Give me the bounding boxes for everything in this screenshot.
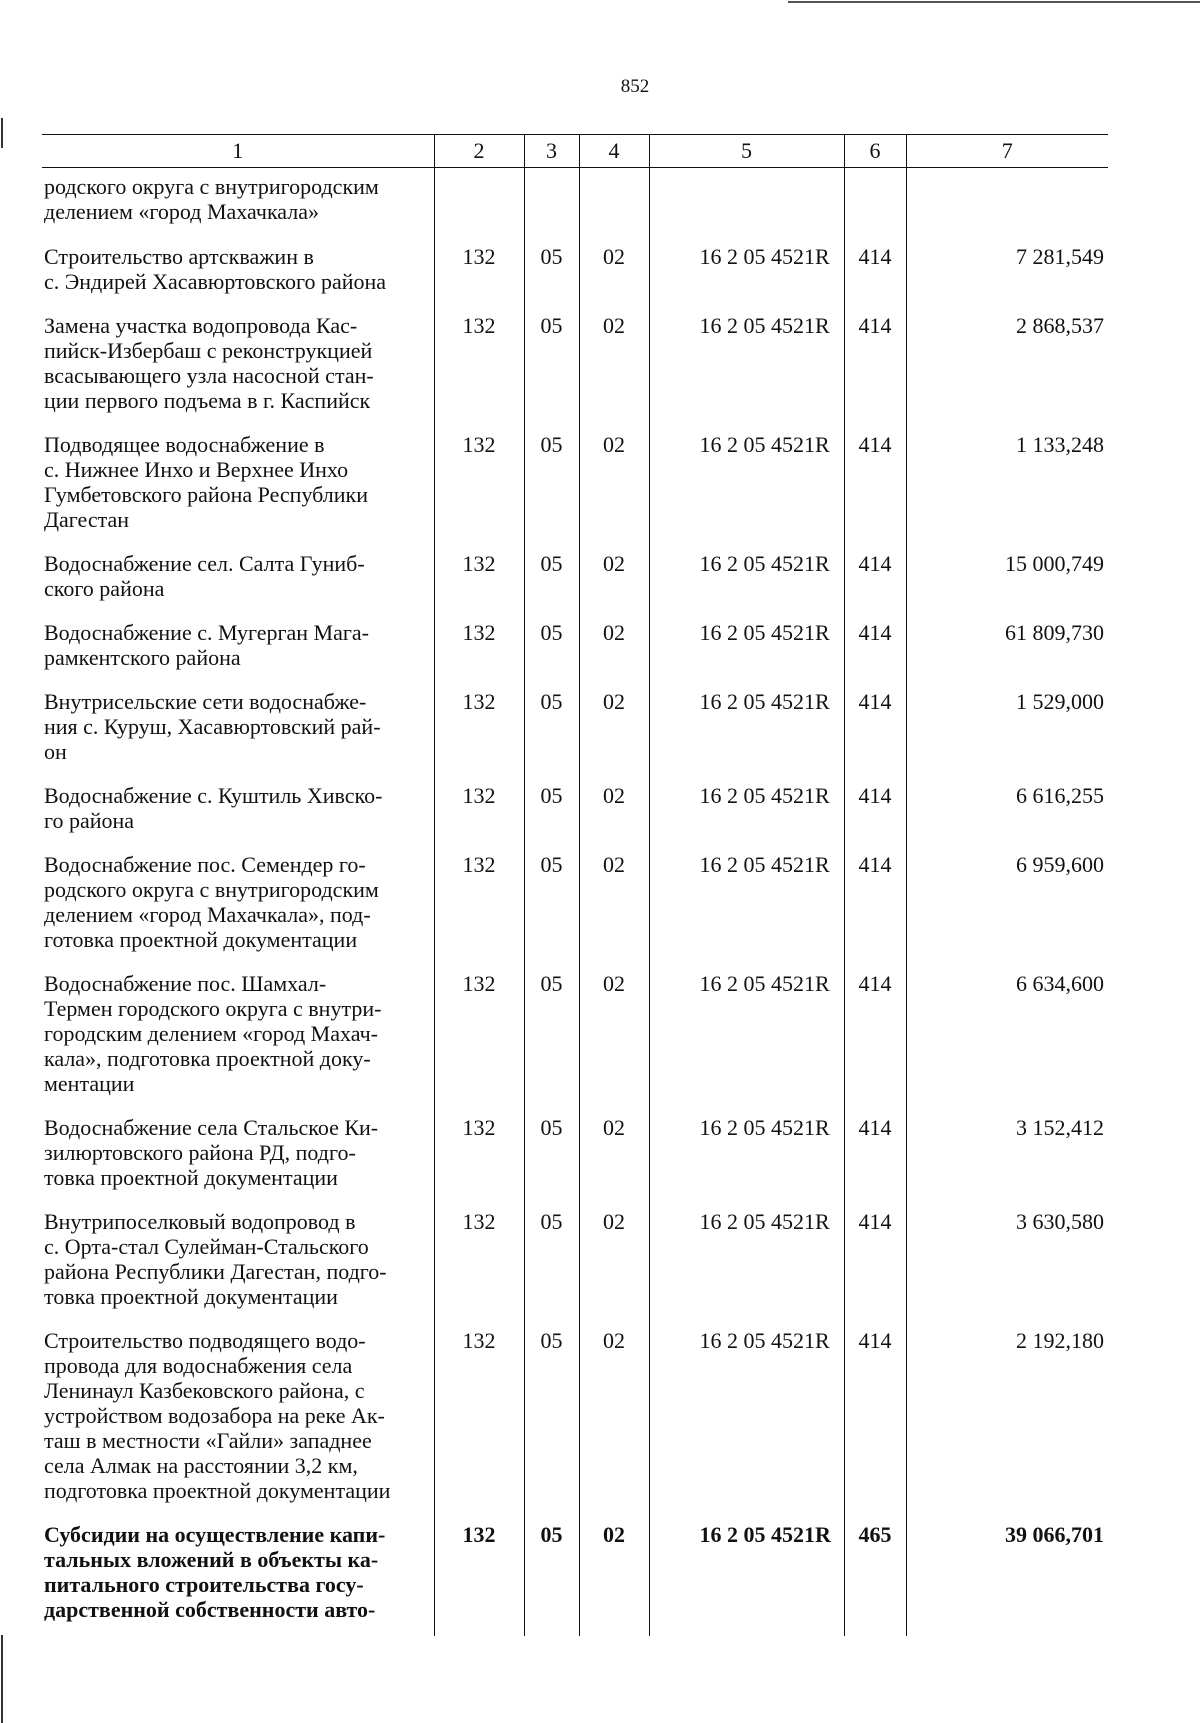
section-code: 05: [524, 1115, 579, 1209]
section-code: 05: [524, 971, 579, 1115]
description-line: Внутрипоселковый водопровод в: [44, 1209, 356, 1234]
description-line: городским делением «город Махач-: [44, 1021, 378, 1046]
amount-value: 6 616,255: [906, 783, 1108, 852]
column-header-7: 7: [906, 135, 1108, 168]
subsection-code: 02: [579, 1115, 649, 1209]
empty-cell: [906, 168, 1108, 245]
amount-value: 6 634,600: [906, 971, 1108, 1115]
table-row: [42, 971, 1108, 1115]
section-code: 05: [524, 689, 579, 783]
row-description: [42, 1209, 434, 1328]
ministry-code: 132: [434, 971, 524, 1115]
description-line: таш в местности «Гайли» западнее: [44, 1428, 372, 1453]
amount-value: 3 630,580: [906, 1209, 1108, 1328]
description-line: го района: [44, 808, 135, 833]
amount-value: 3 152,412: [906, 1115, 1108, 1209]
column-header-3: 3: [524, 135, 579, 168]
table-row: [42, 1115, 1108, 1209]
description-line: Водоснабжение пос. Семендер го-: [44, 852, 366, 877]
column-header-1: 1: [42, 135, 434, 168]
target-article-code: 16 2 05 4521R: [649, 1522, 844, 1636]
ministry-code: 132: [434, 244, 524, 313]
subsection-code: 02: [579, 1209, 649, 1328]
table-row: [42, 852, 1108, 971]
amount-value: 2 192,180: [906, 1328, 1108, 1522]
scan-top-edge-line: [788, 1, 1200, 3]
section-code: 05: [524, 432, 579, 551]
continuation-description: [42, 168, 434, 245]
description-line: Водоснабжение села Стальское Ки-: [44, 1115, 379, 1140]
ministry-code: 132: [434, 852, 524, 971]
scan-margin-line-bottom: [1, 1635, 3, 1723]
section-code: 05: [524, 1209, 579, 1328]
row-description: [42, 313, 434, 432]
scan-margin-line-top: [1, 118, 3, 148]
target-article-code: 16 2 05 4521R: [649, 689, 844, 783]
table-row: [42, 689, 1108, 783]
description-line: Ленинаул Казбековского района, с: [44, 1378, 365, 1403]
expense-type-code: 414: [844, 1209, 906, 1328]
empty-cell: [844, 168, 906, 245]
row-description: [42, 689, 434, 783]
table-row: [42, 244, 1108, 313]
empty-cell: [524, 168, 579, 245]
expense-type-code: 414: [844, 620, 906, 689]
target-article-code: 16 2 05 4521R: [649, 244, 844, 313]
ministry-code: 132: [434, 783, 524, 852]
table-row: [42, 1209, 1108, 1328]
description-line: всасывающего узла насосной стан-: [44, 363, 374, 388]
description-line: родского округа с внутригородским: [44, 877, 379, 902]
empty-cell: [649, 168, 844, 245]
description-line: села Алмак на расстоянии 3,2 км,: [44, 1453, 358, 1478]
section-code: 05: [524, 551, 579, 620]
description-line: Субсидии на осуществление капи-: [44, 1522, 386, 1547]
description-line: Замена участка водопровода Кас-: [44, 313, 358, 338]
description-line: готовка проектной документации: [44, 927, 358, 952]
table-header: [42, 135, 1108, 168]
description-line: дарственной собственности авто-: [44, 1597, 376, 1622]
expense-type-code: 414: [844, 689, 906, 783]
amount-value: 6 959,600: [906, 852, 1108, 971]
subsection-code: 02: [579, 852, 649, 971]
description-line: устройством водозабора на реке Ак-: [44, 1403, 385, 1428]
section-code: 05: [524, 852, 579, 971]
target-article-code: 16 2 05 4521R: [649, 551, 844, 620]
subsection-code: 02: [579, 313, 649, 432]
subsection-code: 02: [579, 1522, 649, 1636]
target-article-code: 16 2 05 4521R: [649, 1209, 844, 1328]
row-description: [42, 551, 434, 620]
expense-type-code: 414: [844, 783, 906, 852]
expense-type-code: 414: [844, 244, 906, 313]
page-number: 852: [620, 76, 650, 97]
expense-type-code: 414: [844, 1115, 906, 1209]
row-description: [42, 971, 434, 1115]
description-line: Внутрисельские сети водоснабже-: [44, 689, 367, 714]
header-row: [42, 135, 1108, 168]
row-description: [42, 620, 434, 689]
description-line: Водоснабжение пос. Шамхал-: [44, 971, 327, 996]
expense-type-code: 414: [844, 971, 906, 1115]
subsection-code: 02: [579, 551, 649, 620]
column-header-6: 6: [844, 135, 906, 168]
ministry-code: 132: [434, 432, 524, 551]
section-code: 05: [524, 1328, 579, 1522]
description-line: ского района: [44, 576, 165, 601]
target-article-code: 16 2 05 4521R: [649, 432, 844, 551]
section-code: 05: [524, 1522, 579, 1636]
description-line: с. Орта-стал Сулейман-Стальского: [44, 1234, 369, 1259]
empty-cell: [579, 168, 649, 245]
row-description: [42, 1328, 434, 1522]
ministry-code: 132: [434, 551, 524, 620]
column-header-2: 2: [434, 135, 524, 168]
empty-cell: [434, 168, 524, 245]
target-article-code: 16 2 05 4521R: [649, 620, 844, 689]
ministry-code: 132: [434, 1115, 524, 1209]
section-code: 05: [524, 313, 579, 432]
section-code: 05: [524, 783, 579, 852]
row-description: [42, 432, 434, 551]
table-row: [42, 551, 1108, 620]
target-article-code: 16 2 05 4521R: [649, 1115, 844, 1209]
description-line: питального строительства госу-: [44, 1572, 364, 1597]
section-code: 05: [524, 620, 579, 689]
description-line: провода для водоснабжения села: [44, 1353, 353, 1378]
subsection-code: 02: [579, 244, 649, 313]
target-article-code: 16 2 05 4521R: [649, 1328, 844, 1522]
ministry-code: 132: [434, 620, 524, 689]
description-line: кала», подготовка проектной доку-: [44, 1046, 371, 1071]
expense-type-code: 414: [844, 432, 906, 551]
column-header-4: 4: [579, 135, 649, 168]
expense-type-code: 414: [844, 313, 906, 432]
target-article-code: 16 2 05 4521R: [649, 313, 844, 432]
description-line: зилюртовского района РД, подго-: [44, 1140, 356, 1165]
row-description: [42, 1522, 434, 1636]
expense-type-code: 465: [844, 1522, 906, 1636]
row-description: [42, 852, 434, 971]
description-line: района Республики Дагестан, подго-: [44, 1259, 387, 1284]
column-header-5: 5: [649, 135, 844, 168]
description-line: подготовка проектной документации: [44, 1478, 391, 1503]
description-line: делением «город Махачкала»: [44, 199, 320, 224]
amount-value: 15 000,749: [906, 551, 1108, 620]
ministry-code: 132: [434, 313, 524, 432]
target-article-code: 16 2 05 4521R: [649, 971, 844, 1115]
description-line: рамкентского района: [44, 645, 241, 670]
table-body: [42, 168, 1108, 1637]
table-row: [42, 432, 1108, 551]
expense-type-code: 414: [844, 852, 906, 971]
table-row: [42, 313, 1108, 432]
ministry-code: 132: [434, 1522, 524, 1636]
table-row: [42, 1522, 1108, 1636]
continuation-row: [42, 168, 1108, 245]
expense-type-code: 414: [844, 551, 906, 620]
description-line: товка проектной документации: [44, 1284, 338, 1309]
row-description: [42, 244, 434, 313]
row-description: [42, 783, 434, 852]
target-article-code: 16 2 05 4521R: [649, 852, 844, 971]
description-line: Водоснабжение с. Мугерган Мага-: [44, 620, 369, 645]
description-line: Термен городского округа с внутри-: [44, 996, 382, 1021]
description-line: Водоснабжение с. Куштиль Хивско-: [44, 783, 383, 808]
subsection-code: 02: [579, 971, 649, 1115]
description-line: ции первого подъема в г. Каспийск: [44, 388, 371, 413]
description-line: Строительство подводящего водо-: [44, 1328, 366, 1353]
budget-table: [42, 134, 1108, 1636]
description-line: Водоснабжение сел. Салта Гуниб-: [44, 551, 365, 576]
amount-value: 1 529,000: [906, 689, 1108, 783]
amount-value: 7 281,549: [906, 244, 1108, 313]
table-row: [42, 783, 1108, 852]
description-line: Подводящее водоснабжение в: [44, 432, 325, 457]
table-row: [42, 1328, 1108, 1522]
expense-type-code: 414: [844, 1328, 906, 1522]
description-line: родского округа с внутригородским: [44, 174, 379, 199]
section-code: 05: [524, 244, 579, 313]
description-line: он: [44, 739, 67, 764]
description-line: Гумбетовского района Республики: [44, 482, 369, 507]
ministry-code: 132: [434, 1209, 524, 1328]
description-line: пийск-Избербаш с реконструкцией: [44, 338, 373, 363]
amount-value: 1 133,248: [906, 432, 1108, 551]
description-line: Строительство артскважин в: [44, 244, 314, 269]
subsection-code: 02: [579, 620, 649, 689]
subsection-code: 02: [579, 1328, 649, 1522]
row-description: [42, 1115, 434, 1209]
description-line: Дагестан: [44, 507, 130, 532]
table-row: [42, 620, 1108, 689]
ministry-code: 132: [434, 1328, 524, 1522]
description-line: делением «город Махачкала», под-: [44, 902, 371, 927]
ministry-code: 132: [434, 689, 524, 783]
amount-value: 39 066,701: [906, 1522, 1108, 1636]
target-article-code: 16 2 05 4521R: [649, 783, 844, 852]
description-line: ментации: [44, 1071, 135, 1096]
subsection-code: 02: [579, 432, 649, 551]
amount-value: 61 809,730: [906, 620, 1108, 689]
description-line: тальных вложений в объекты ка-: [44, 1547, 379, 1572]
amount-value: 2 868,537: [906, 313, 1108, 432]
description-line: с. Эндирей Хасавюртовского района: [44, 269, 387, 294]
subsection-code: 02: [579, 783, 649, 852]
description-line: с. Нижнее Инхо и Верхнее Инхо: [44, 457, 349, 482]
subsection-code: 02: [579, 689, 649, 783]
description-line: товка проектной документации: [44, 1165, 338, 1190]
description-line: ния с. Куруш, Хасавюртовский рай-: [44, 714, 381, 739]
